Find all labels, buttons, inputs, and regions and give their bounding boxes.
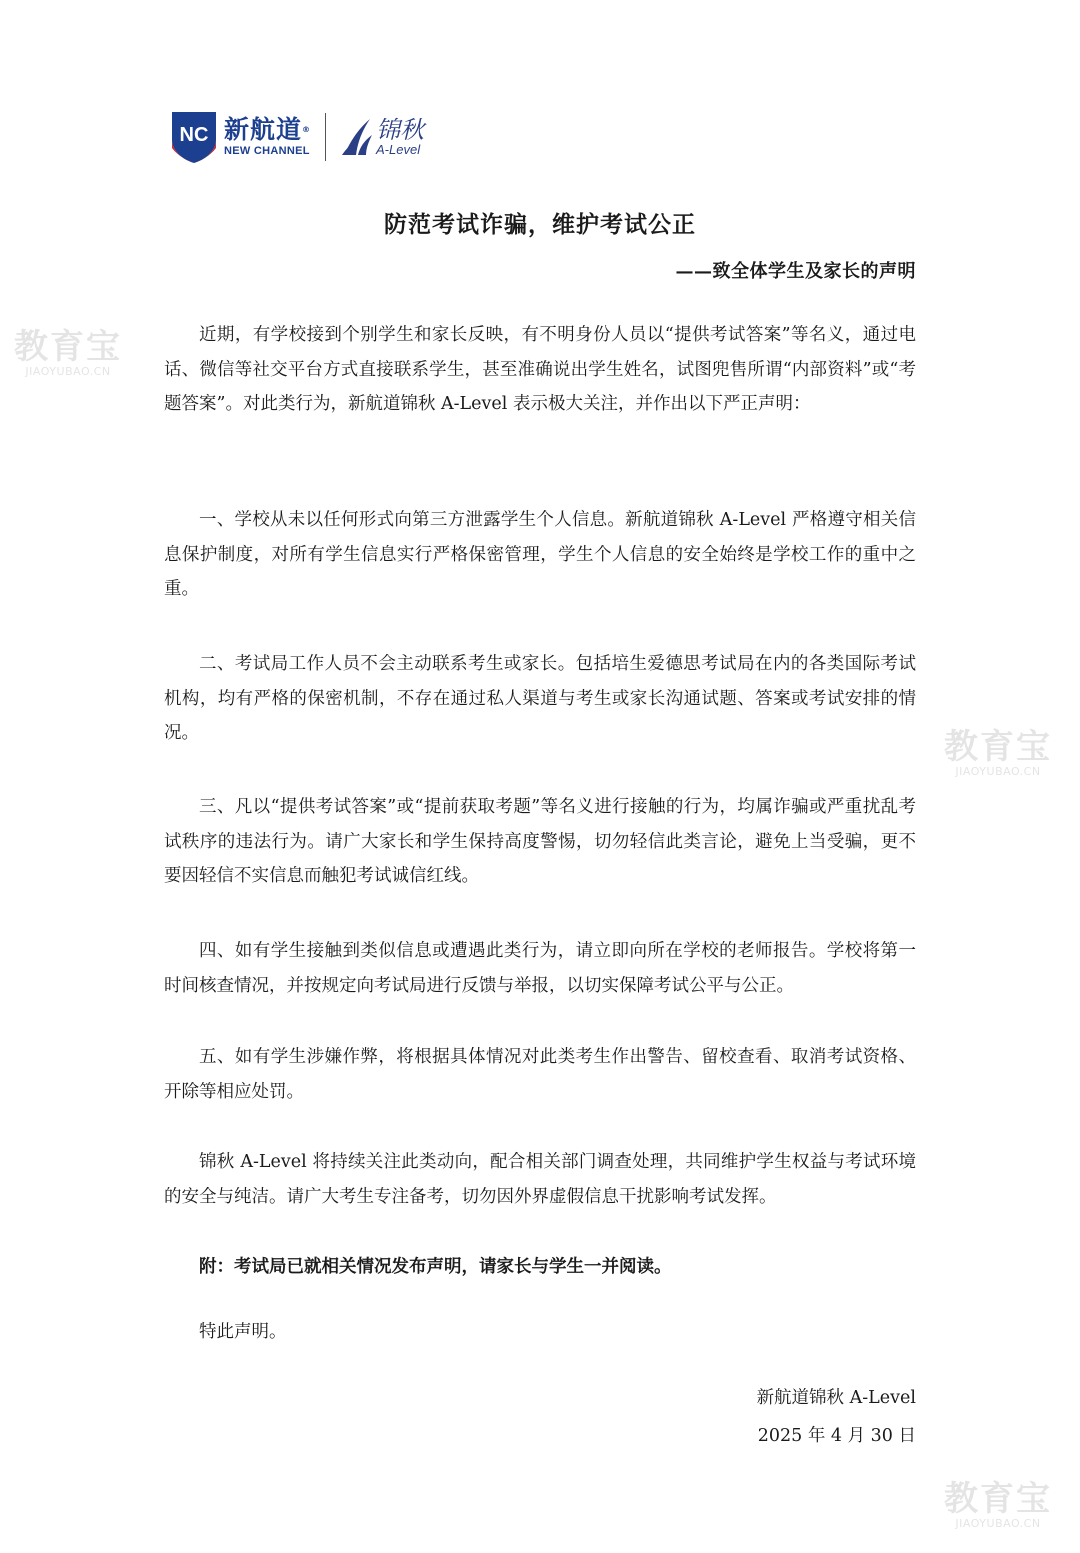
watermark: 教育宝 JIAOYUBAO.CN: [944, 1479, 1052, 1530]
header-logos: [170, 110, 424, 164]
clause-1-paragraph: 一、学校从未以任何形式向第三方泄露学生个人信息。新航道锦秋 A-Level 严格遵守相关信息保护制度，对所有学生信息实行严格保密管理，学生个人信息的安全始终是学校工作的重中之重。: [164, 510, 916, 599]
clause-3-paragraph: 三、凡以“提供考试答案”或“提前获取考题”等名义进行接触的行为，均属诈骗或严重扰乱考试秩序的违法行为。请广大家长和学生保持高度警惕，切勿轻信此类言论，避免上当受骗，更不要因轻信不实信息而触犯考试诚信红线。: [164, 797, 916, 886]
clause-2-paragraph: 二、考试局工作人员不会主动联系考生或家长。包括培生爱德思考试局在内的各类国际考试机构，均有严格的保密机制，不存在通过私人渠道与考生或家长沟通试题、答案或考试安排的情况。: [164, 654, 916, 743]
document-title: 防范考试诈骗，维护考试公正: [384, 211, 696, 238]
clause-4-paragraph: 四、如有学生接触到类似信息或遭遇此类行为，请立即向所在学校的老师报告。学校将第一时间核查情况，并按规定向考试局进行反馈与举报，以切实保障考试公平与公正。: [164, 941, 916, 996]
closing-paragraph: 锦秋 A-Level 将持续关注此类动向，配合相关部门调查处理，共同维护学生权益与考试环境的安全与纯洁。请广大考生专注备考，切勿因外界虚假信息干扰影响考试发挥。: [164, 1152, 916, 1207]
nc-logo-en: NEW CHANNEL: [224, 145, 310, 157]
jinqiu-wing-icon: [340, 115, 374, 159]
clause-5-paragraph: 五、如有学生涉嫌作弊，将根据具体情况对此类考生作出警告、留校查看、取消考试资格、开除等相应处罚。: [164, 1047, 916, 1102]
nc-logo-letters: NC: [179, 124, 209, 146]
intro-paragraph: 近期，有学校接到个别学生和家长反映，有不明身份人员以“提供考试答案”等名义，通过电话、微信等社交平台方式直接联系学生，甚至准确说出学生姓名，试图兜售所谓“内部资料”或“考题答案”。对此类行为，新航道锦秋 A-Level 表示极大关注，并作出以下严正声明：: [164, 325, 916, 414]
jq-logo-en: A-Level: [376, 142, 421, 157]
signature-date: 2025 年 4 月 30 日: [757, 1426, 916, 1446]
registered-mark: ®: [302, 125, 312, 134]
jinqiu-wordmark: [376, 117, 424, 157]
new-channel-wordmark: [224, 116, 311, 158]
nc-logo-cn: 新航道: [224, 115, 303, 144]
watermark: 教育宝 JIAOYUBAO.CN: [944, 727, 1052, 778]
watermark: 教育宝 JIAOYUBAO.CN: [14, 327, 122, 378]
signature-org: 新航道锦秋 A-Level: [756, 1388, 916, 1408]
new-channel-shield-logo: [170, 110, 218, 164]
document-subtitle: ——致全体学生及家长的声明: [675, 261, 916, 282]
statement-end: 特此声明。: [199, 1322, 287, 1342]
appendix-note: 附：考试局已就相关情况发布声明，请家长与学生一并阅读。: [199, 1257, 672, 1277]
jq-logo-cn: 锦秋: [376, 116, 425, 144]
logo-divider: [325, 113, 326, 161]
